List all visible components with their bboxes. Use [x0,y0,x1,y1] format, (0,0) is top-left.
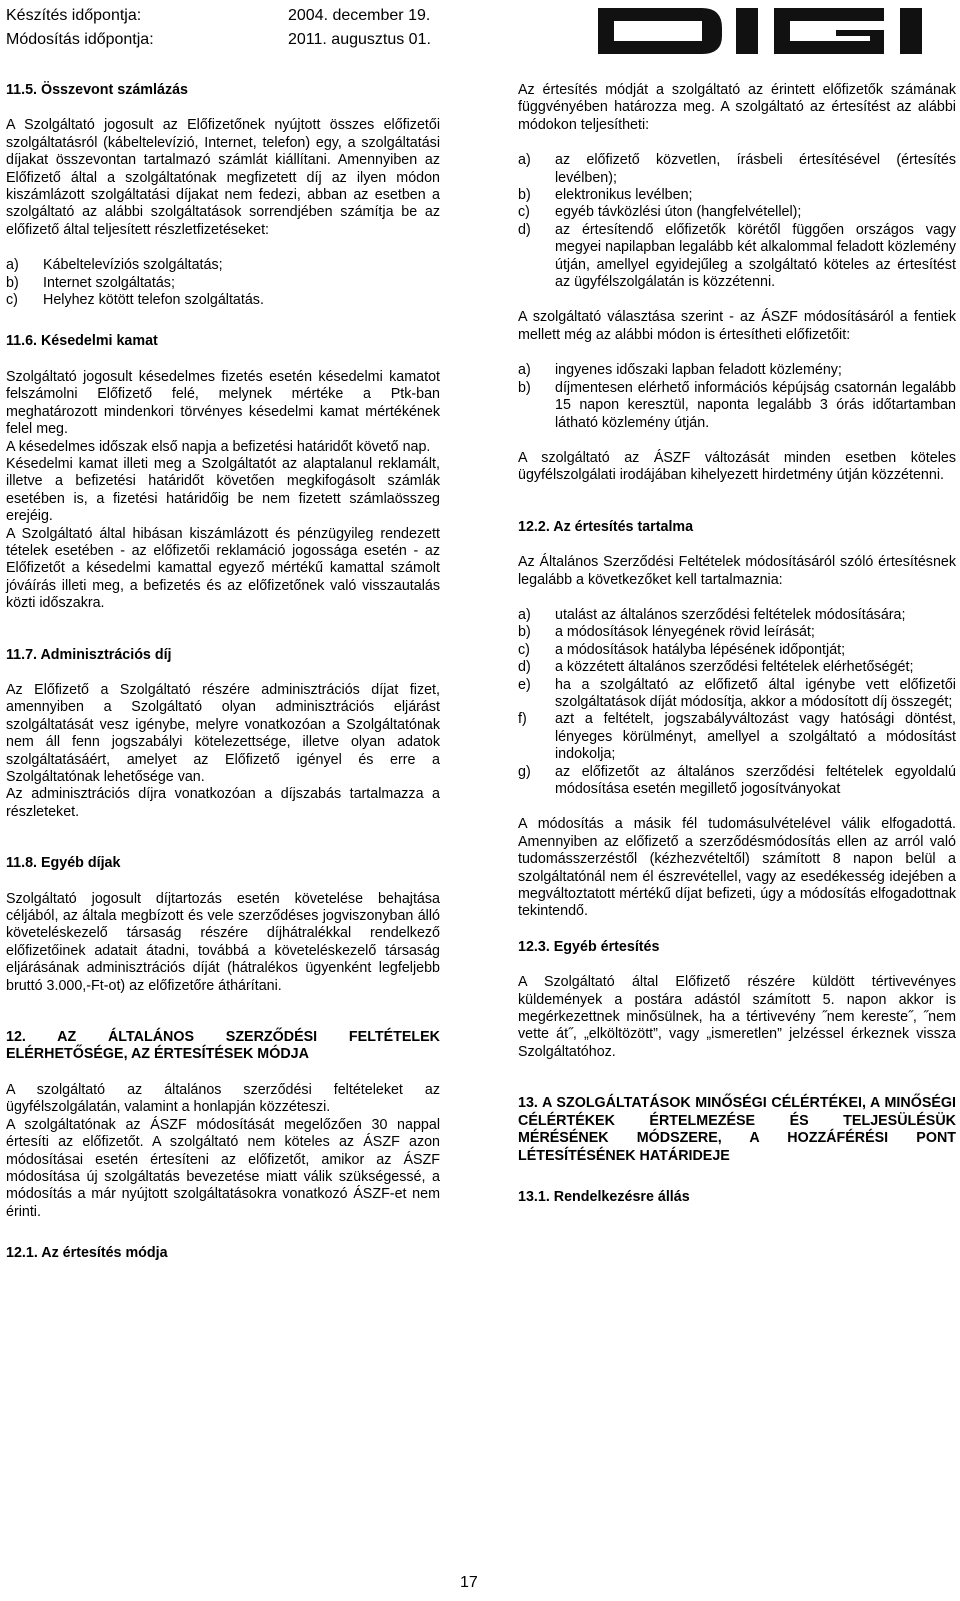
notification-intro: Az értesítés módját a szolgáltató az érintett előfizetők számának függvényében határozza meg. A szolgáltató az értesítést az alábbi módokon teljesítheti: [518,82,956,133]
section-12-text-2: A szolgáltatónak az ÁSZF módosítását megelőzően 30 nappal értesíti az előfizetőt. A szolgáltató nem köteles az ÁSZF azon módosításai esetén értesíteni az előfizetőt, amikor az ÁSZF módosítása új szolgáltatás bevezetése miatt válik szükségessé, a módosítás a már nyújtott szolgáltatásokra vonatkozó ÁSZF-et nem érinti. [6,1116,440,1220]
list-item: e) ha a szolgáltató az előfizető által igénybe vett előfizetői szolgáltatások díját módosítja, akkor a módosított díj összegét; [518,676,956,710]
digi-logo [584,2,954,56]
section-12-3-title: 12.3. Egyéb értesítés [518,938,660,955]
list-item: a) Kábeltelevíziós szolgáltatás; [6,257,223,274]
page-number: 17 [460,1574,478,1591]
section-11-6-text-1: Szolgáltató jogosult késedelmes fizetés esetén késedelmi kamatot felszámolni Előfizető felé, melynek mértéke a Ptk-ban meghatározott mindenkori törvényes késedelmi kamat mértékének felel meg. [6,368,440,438]
section-11-8-title: 11.8. Egyéb díjak [6,855,121,872]
section-11-5-list [6,257,440,309]
created-date: 2004. december 19. [288,7,431,24]
modified-date: 2011. augusztus 01. [288,31,431,48]
section-13-title: 13. A SZOLGÁLTATÁSOK MINŐSÉGI CÉLÉRTÉKEI, A MINŐSÉGI CÉLÉRTÉKEK ÉRTELMEZÉSE ÉS TELJESÜLÉSÜK MÉRÉSÉNEK MÓDSZERE, A HOZZÁFÉRÉSI PONT LÉTESÍTÉSÉNEK HATÁRIDEJE [518,1095,956,1164]
list-item: b) a módosítások lényegének rövid leírását; [518,624,815,641]
section-11-6-text-4: A Szolgáltató által hibásan kiszámlázott és pénzügyileg rendezett tételek esetében - az előfizetői reklamáció jogossága esetén - az Előfizetőt a késedelmi kamattal egyező mértékű kamattal számolt jóváírás illeti meg, a befizetés és az előfizetőnek való visszautalás közti időszakra. [6,525,440,612]
section-11-8-text: Szolgáltató jogosult díjtartozás esetén követelése behajtása céljából, az általa megbízott és vele szerződéses jogviszonyban álló követeléskezelő társaság részére díjhátralékkal rendelkező előfizetőinek adatait átadni, továbbá a követeléskezelő társaság eljárásának adminisztrációs díját (hátralékos ügyenként legfeljebb bruttó 3.000,-Ft-ot) az előfizetőre áthárítani. [6,890,440,994]
notification-methods-list [518,152,956,291]
additional-methods-list [518,362,956,432]
list-item: b) díjmentesen elérhető információs képújság csatornán legalább 15 napon keresztül, naponta legalább 3 órás időtartamban látható közlemény útján. [518,379,956,431]
section-12-title: 12. AZ ÁLTALÁNOS SZERZŐDÉSI FELTÉTELEK ELÉRHETŐSÉGE, AZ ÉRTESÍTÉSEK MÓDJA [6,1029,440,1063]
modified-label: Módosítás időpontja: [6,31,154,48]
list-item: c) Helyhez kötött telefon szolgáltatás. [6,292,264,309]
section-11-6-text-2: A késedelmes időszak első napja a befizetési határidőt követő nap. [6,438,431,455]
section-11-5-text: A Szolgáltató jogosult az Előfizetőnek nyújtott összes előfizetői szolgáltatásról (kábeltelevízió, Internet, telefon) egy, a szolgáltatási díjakat összevontan tartalmazó számlát kiállítani. Amennyiben az Előfizető által a szolgáltatónak megfizetett díj az ilyen módon kiszámlázott szolgáltatási díjakat nem fedezi, abban az esetben a szolgáltató az alábbi szolgáltatások sorrendjében számítja be az előfizető által teljesített részletfizetéseket: [6,117,440,238]
right-column [518,82,956,1206]
list-item: d) a közzétett általános szerződési feltételek elérhetőségét; [518,659,914,676]
section-12-1-title: 12.1. Az értesítés módja [6,1245,168,1262]
section-11-6-text-3: Késedelmi kamat illeti meg a Szolgáltatót az alaptalanul reklamált, illetve a befizetési határidőt követően megkifogásolt számlák esetében is, a fizetési határidőig be nem fizetett számlaösszeg erejéig. [6,455,440,525]
list-item: a) az előfizető közvetlen, írásbeli értesítésével (értesítés levélben); [518,152,956,186]
additional-notification-text: A szolgáltató választása szerint - az ÁSZF módosításáról a fentiek mellett még az alábbi módon is értesítheti előfizetőit: [518,309,956,343]
created-label: Készítés időpontja: [6,7,142,24]
list-item: c) egyéb távközlési úton (hangfelvétellel); [518,204,802,221]
document-header [6,4,431,52]
list-item: c) a módosítások hatályba lépésének időpontját; [518,641,846,658]
list-item: b) Internet szolgáltatás; [6,274,175,291]
section-12-2-title: 12.2. Az értesítés tartalma [518,518,694,535]
section-12-2-text: Az Általános Szerződési Feltételek módosításáról szóló értesítésnek legalább a következőket kell tartalmaznia: [518,554,956,588]
notification-content-list [518,607,956,798]
section-11-7-title: 11.7. Adminisztrációs díj [6,646,172,663]
modification-acceptance-text: A módosítás a másik fél tudomásulvételével válik elfogadottá. Amennyiben az előfizető a szerződésmódosítás ellen az arról való tudomásszerzéstől (kézhezvételtől) számított 8 napon belül a szolgáltatónál nem él észrevétellel, vagy az esedékesség idejében a megváltoztatott mértékű díjat befizeti, úgy a módosítás elfogadottnak tekintendő. [518,816,956,920]
section-11-7-text-2: Az adminisztrációs díjra vonatkozóan a díjszabás tartalmazza a részleteket. [6,786,440,820]
section-11-6-title: 11.6. Késedelmi kamat [6,333,158,350]
list-item: b) elektronikus levélben; [518,187,693,204]
list-item: a) utalást az általános szerződési feltételek módosítására; [518,606,906,623]
list-item: f) azt a feltételt, jogszabályváltozást vagy hatósági döntést, lényeges körülményt, amellyel a szolgáltató a módosítást indokolja; [518,711,956,763]
list-item: d) az értesítendő előfizetők körétől függően országos vagy megyei napilapban legalább két alkalommal feladott közlemény útján, amellyel egyidejűleg a szolgáltató köteles az értesítést az ügyfélszolgálatán is közzétenni. [518,221,956,291]
section-13-1-title: 13.1. Rendelkezésre állás [518,1188,690,1205]
section-11-7-text-1: Az Előfizető a Szolgáltató részére adminisztrációs díjat fizet, amennyiben a Szolgáltató olyan adminisztrációs eljárást szolgáltatását vesz igénybe, melyre vonatkozóan a Szolgáltatónak nem áll fenn jogszabályi kötelezettsége, illetve olyan adatok szolgáltatásáért, amelyet az Előfizető igényel és erre a Szolgáltatónak lehetősége van. [6,681,440,785]
list-item: g) az előfizetőt az általános szerződési feltételek egyoldalú módosítása esetén megillető jogosítványokat [518,763,956,797]
list-item: a) ingyenes időszaki lapban feladott közlemény; [518,362,842,379]
left-column [6,82,440,1263]
section-11-5-title: 11.5. Összevont számlázás [6,82,188,98]
aszf-publication-text: A szolgáltató az ÁSZF változását minden esetben köteles ügyfélszolgálati irodájában kihelyezett hirdetmény útján közzétenni. [518,449,956,484]
section-12-text-1: A szolgáltató az általános szerződési feltételeket az ügyfélszolgálatán, valamint a honlapján közzéteszi. [6,1081,440,1116]
section-12-3-text: A Szolgáltató által Előfizető részére küldött tértivevényes küldemények a postára adástól számított 5. napon akkor is megérkezettnek minősülnek, ha a tértivevény ˝nem kereste˝, ˝nem vette át˝, „elköltözött”, vagy „ismeretlen” jelzéssel érkeznek vissza Szolgáltatóhoz. [518,974,956,1060]
